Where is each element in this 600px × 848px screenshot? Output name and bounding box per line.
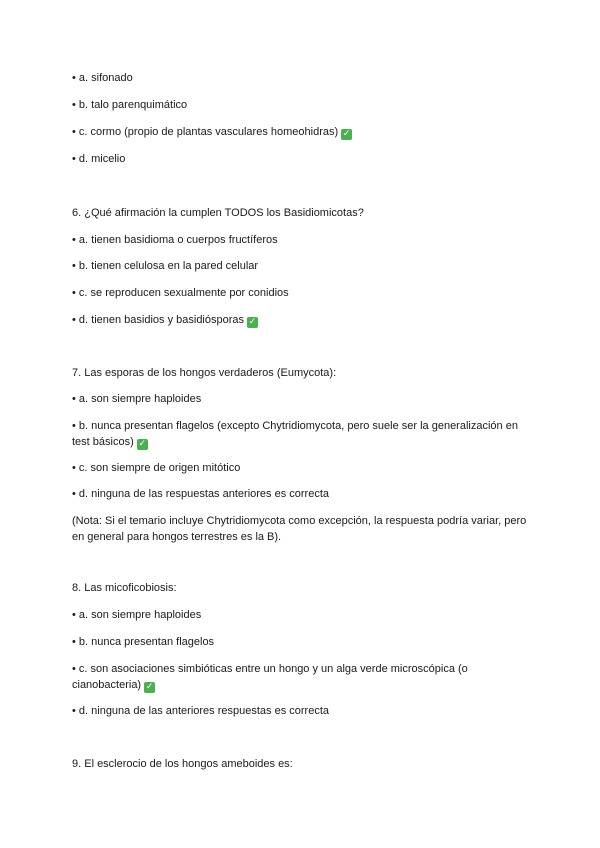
question-9: 9. El esclerocio de los hongos ameboides es: bbox=[72, 758, 293, 770]
check-icon: ✓ bbox=[145, 682, 154, 692]
check-icon: ✓ bbox=[342, 129, 351, 139]
option-d-q8: • d. ninguna de las anteriores respuestas es correcta bbox=[72, 705, 329, 717]
check-icon: ✓ bbox=[248, 317, 257, 327]
option-c-q5: • c. cormo (propio de plantas vasculares homeohidras) ✓ bbox=[72, 126, 351, 139]
option-c-q7: • c. son siempre de origen mitótico bbox=[72, 462, 241, 474]
option-a-q8: • a. son siempre haploides bbox=[72, 609, 202, 621]
question-7: 7. Las esporas de los hongos verdaderos (Eumycota): bbox=[72, 367, 337, 379]
option-b-q7: • b. nunca presentan flagelos (excepto Chytridiomycota, pero suele ser la generalización en test básicos) ✓ bbox=[72, 420, 518, 449]
check-icon: ✓ bbox=[138, 439, 147, 449]
option-b-q6: • b. tienen celulosa en la pared celular bbox=[72, 260, 259, 272]
option-b-q8: • b. nunca presentan flagelos bbox=[72, 636, 215, 648]
option-a-q7: • a. son siempre haploides bbox=[72, 393, 202, 405]
option-a-q6: • a. tienen basidioma o cuerpos fructíferos bbox=[72, 234, 278, 246]
question-6: 6. ¿Qué afirmación la cumplen TODOS los Basidiomicotas? bbox=[72, 207, 364, 219]
option-b-q5: • b. talo parenquimático bbox=[72, 99, 188, 111]
question-8: 8. Las micoficobiosis: bbox=[72, 582, 177, 594]
option-a-q5: • a. sifonado bbox=[72, 72, 133, 84]
option-d-q5: • d. micelio bbox=[72, 153, 126, 165]
option-d-q6: • d. tienen basidios y basidiósporas ✓ bbox=[72, 314, 257, 327]
note-q7: (Nota: Si el temario incluye Chytridiomycota como excepción, la respuesta podría variar, pero en general para hongos terrestres es la B). bbox=[72, 515, 527, 543]
option-c-q8: • c. son asociaciones simbióticas entre un hongo y un alga verde microscópica (o cianobacteria) ✓ bbox=[72, 663, 468, 692]
option-c-q6: • c. se reproducen sexualmente por conidios bbox=[72, 287, 289, 299]
option-d-q7: • d. ninguna de las respuestas anteriores es correcta bbox=[72, 488, 329, 500]
